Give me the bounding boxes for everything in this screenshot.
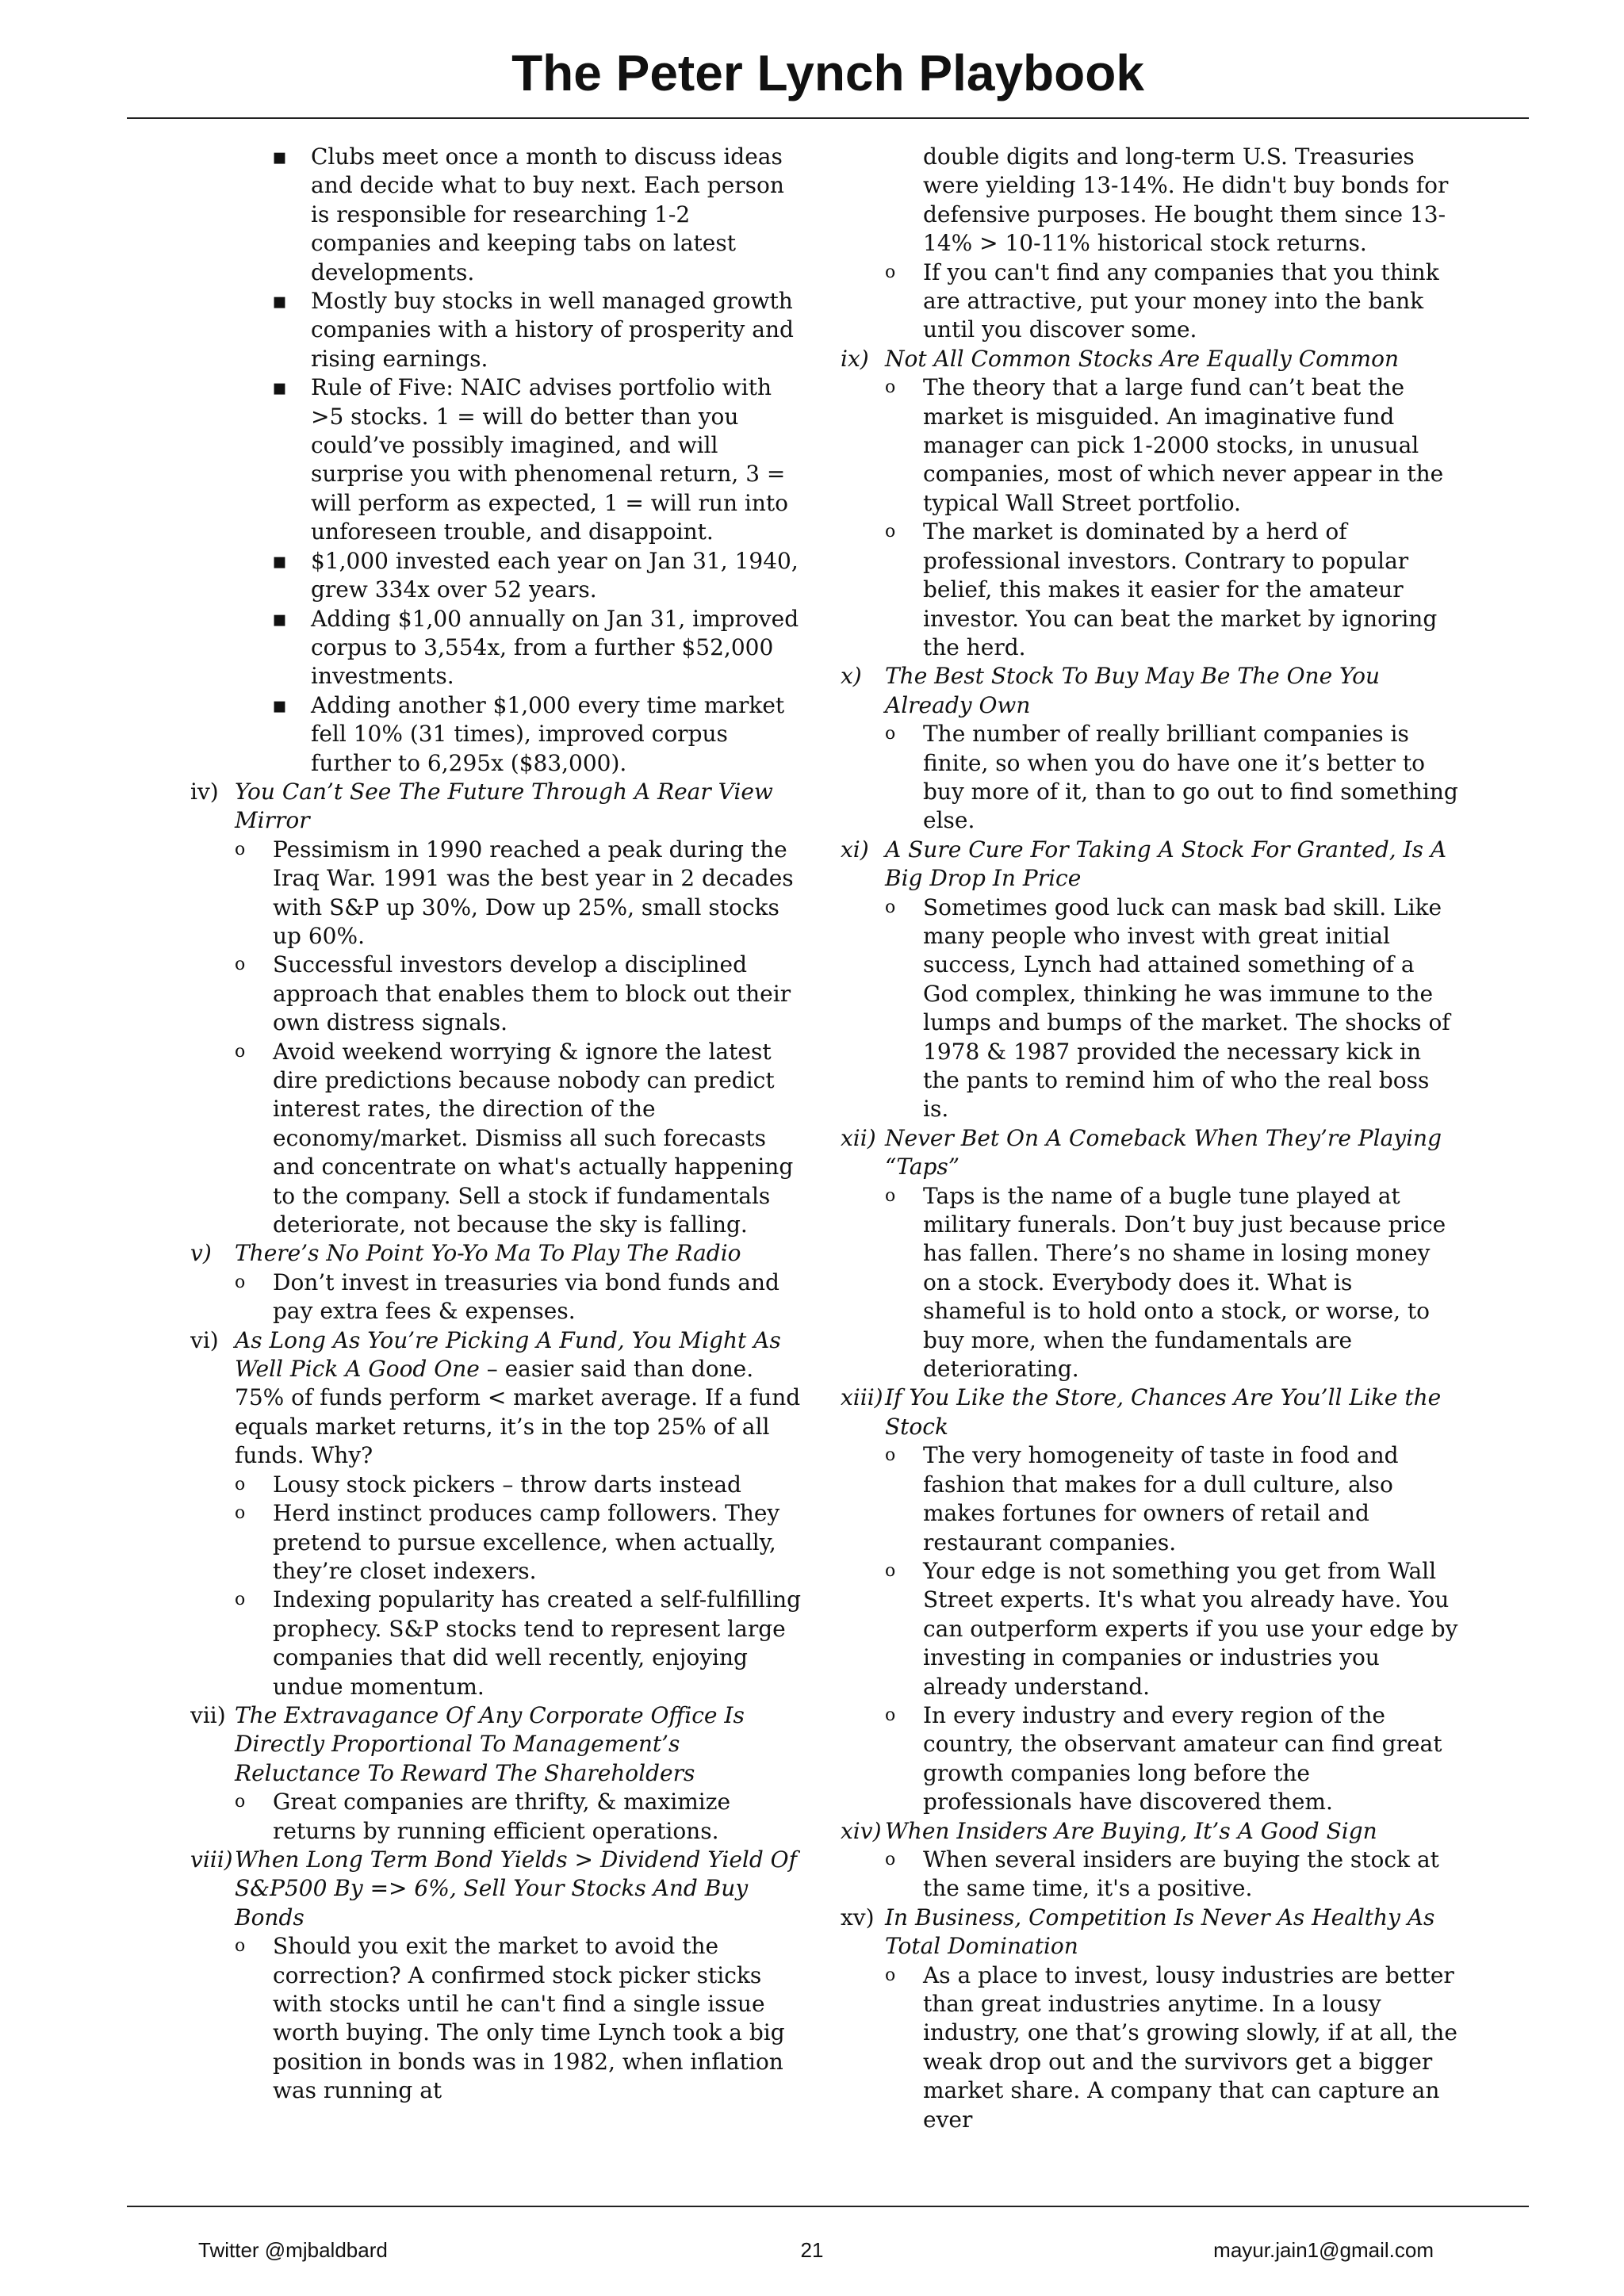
list-item: o The very homogeneity of taste in food and fashion that makes for a dull culture, also makes fortunes for owners of retail and restaurant companies.: [841, 1441, 1459, 1557]
circle-bullet-icon: [885, 518, 895, 546]
circle-bullet-icon: [235, 951, 245, 979]
circle-bullet-icon: [885, 894, 895, 922]
section-heading-xiv: xiv) When Insiders Are Buying, It’s A Good Sign: [841, 1817, 1377, 1844]
section-heading-xv: xv) In Business, Competition Is Never As Healthy As Total Domination: [841, 1904, 1435, 1960]
circle-bullet-icon: [885, 1961, 895, 1990]
footer-page-number: 21: [800, 2238, 824, 2262]
list-item: o Pessimism in 1990 reached a peak during the Iraq War. 1991 was the best year in 2 decades with S&P up 30%, Dow up 25%, small stocks up 60%.: [190, 836, 809, 951]
bullet-mostly: ▪ Mostly buy stocks in well managed growth companies with a history of prosperity and rising earnings.: [190, 287, 809, 373]
list-item: o As a place to invest, lousy industries are better than great industries anytime. In a lousy industry, one that’s growing slowly, if at all, the weak drop out and the survivors get a bigger market share. A company that can capture an ever: [841, 1961, 1459, 2134]
square-bullet-icon: [272, 547, 287, 576]
circle-bullet-icon: [235, 1788, 245, 1816]
circle-bullet-icon: [235, 836, 245, 864]
header-divider: [127, 117, 1529, 119]
circle-bullet-icon: [885, 1557, 895, 1586]
square-bullet-icon: [272, 373, 287, 402]
bullet-1000-invested: ▪ $1,000 invested each year on Jan 31, 1940, grew 334x over 52 years.: [190, 547, 809, 605]
section-heading-ix: ix) Not All Common Stocks Are Equally Common: [841, 345, 1399, 372]
circle-bullet-icon: [235, 1586, 245, 1614]
list-item: o Sometimes good luck can mask bad skill. Like many people who invest with great initial success, Lynch had attained something of a God complex, thinking he was immune to the lumps and bumps of the market. The shocks of 1978 & 1987 provided the necessary kick in the pants to remind him of who the real boss is.: [841, 894, 1459, 1124]
bullet-adding-another: ▪ Adding another $1,000 every time market fell 10% (31 times), improved corpus further to 6,295x ($83,000).: [190, 691, 809, 778]
list-item: o In every industry and every region of the country, the observant amateur can find great growth companies long before the professionals have discovered them.: [841, 1701, 1459, 1817]
list-item: o Lousy stock pickers – throw darts instead: [190, 1471, 809, 1499]
list-item: o The market is dominated by a herd of professional investors. Contrary to popular belief, this makes it easier for the amateur investor. You can beat the market by ignoring the herd.: [841, 518, 1459, 662]
list-item-continued: double digits and long-term U.S. Treasuries were yielding 13-14%. He didn't buy bonds for defensive purposes. He bought them since 13-14% > 10-11% historical stock returns.: [923, 144, 1449, 257]
list-item: o Herd instinct produces camp followers. They pretend to pursue excellence, when actually, they’re closet indexers.: [190, 1499, 809, 1586]
circle-bullet-icon: [235, 1499, 245, 1528]
circle-bullet-icon: [885, 1701, 895, 1730]
square-bullet-icon: [272, 691, 287, 720]
list-item: o The number of really brilliant companies is finite, so when you do have one it’s better to buy more of it, than to go out to find something else.: [841, 720, 1459, 836]
section-heading-vi: vi) As Long As You’re Picking A Fund, You Might As Well Pick A Good One – easier said than done. 75% of funds perform < market average. If a fund equals market returns, it’s in the top 25% of all funds. Why?: [190, 1326, 801, 1469]
circle-bullet-icon: [235, 1932, 245, 1961]
circle-bullet-icon: [235, 1269, 245, 1297]
circle-bullet-icon: [235, 1471, 245, 1499]
list-item: o Avoid weekend worrying & ignore the latest dire predictions because nobody can predict interest rates, the direction of the economy/market. Dismiss all such forecasts and concentrate on what's actually happening to the company. Sell a stock if fundamentals deteriorate, not because the sky is falling.: [190, 1038, 809, 1240]
page-title: The Peter Lynch Playbook: [511, 44, 1144, 101]
footer-twitter: Twitter @mjbaldbard: [198, 2238, 388, 2262]
square-bullet-icon: [272, 287, 287, 316]
bullet-clubs: ▪ Clubs meet once a month to discuss ideas and decide what to buy next. Each person is responsible for researching 1-2 companies and keeping tabs on latest developments.: [190, 143, 809, 287]
bullet-adding-annually: ▪ Adding $1,00 annually on Jan 31, improved corpus to 3,554x, from a further $52,000 investments.: [190, 605, 809, 691]
section-heading-v: v) There’s No Point Yo-Yo Ma To Play The Radio: [190, 1240, 741, 1267]
section-heading-xiii: xiii) If You Like the Store, Chances Are You’ll Like the Stock: [841, 1384, 1442, 1440]
section-heading-viii: viii) When Long Term Bond Yields > Dividend Yield Of S&P500 By => 6%, Sell Your Stocks And Buy Bonds: [190, 1846, 797, 1931]
circle-bullet-icon: [885, 373, 895, 402]
list-item: o Your edge is not something you get from Wall Street experts. It's what you already have. You can outperform experts if you use your edge by investing in companies or industries you already understand.: [841, 1557, 1459, 1701]
list-item: o Great companies are thrifty, & maximize returns by running efficient operations.: [190, 1788, 809, 1846]
circle-bullet-icon: [885, 1182, 895, 1211]
list-item: o Successful investors develop a disciplined approach that enables them to block out their own distress signals.: [190, 951, 809, 1037]
section-heading-vii: vii) The Extravagance Of Any Corporate Office Is Directly Proportional To Management’s Reluctance To Reward The Shareholders: [190, 1701, 745, 1786]
section-heading-xi: xi) A Sure Cure For Taking A Stock For Granted, Is A Big Drop In Price: [841, 836, 1447, 892]
circle-bullet-icon: [885, 1441, 895, 1470]
square-bullet-icon: [272, 143, 287, 171]
circle-bullet-icon: [235, 1038, 245, 1066]
footer-divider: [127, 2206, 1529, 2207]
list-item: o Should you exit the market to avoid the correction? A confirmed stock picker sticks with stocks until he can't find a single issue worth buying. The only time Lynch took a big position in bonds was in 1982, when inflation was running at: [190, 1932, 809, 2105]
list-item: o If you can't find any companies that you think are attractive, put your money into the bank until you discover some.: [841, 258, 1459, 345]
left-column: [190, 143, 809, 2156]
list-item: o When several insiders are buying the stock at the same time, it's a positive.: [841, 1846, 1459, 1904]
list-item: o Taps is the name of a bugle tune played at military funerals. Don’t buy just because price has fallen. There’s no shame in losing money on a stock. Everybody does it. What is shameful is to hold onto a stock, or worse, to buy more, when the fundamentals are deteriorating.: [841, 1182, 1459, 1384]
list-item: o The theory that a large fund can’t beat the market is misguided. An imaginative fund manager can pick 1-2000 stocks, in unusual companies, most of which never appear in the typical Wall Street portfolio.: [841, 373, 1459, 518]
circle-bullet-icon: [885, 258, 895, 287]
section-heading-x: x) The Best Stock To Buy May Be The One You Already Own: [841, 663, 1380, 718]
circle-bullet-icon: [885, 720, 895, 748]
circle-bullet-icon: [885, 1846, 895, 1874]
footer-email: mayur.jain1@gmail.com: [1213, 2238, 1434, 2262]
list-item: o Indexing popularity has created a self-fulfilling prophecy. S&P stocks tend to represent large companies that did well recently, enjoying undue momentum.: [190, 1586, 809, 1701]
square-bullet-icon: [272, 605, 287, 633]
section-heading-iv: iv) You Can’t See The Future Through A Rear View Mirror: [190, 778, 773, 834]
right-column: [841, 143, 1459, 2156]
list-item: o Don’t invest in treasuries via bond funds and pay extra fees & expenses.: [190, 1269, 809, 1326]
section-heading-xii: xii) Never Bet On A Comeback When They’re Playing “Taps”: [841, 1124, 1442, 1181]
bullet-rule-of-five: ▪ Rule of Five: NAIC advises portfolio with >5 stocks. 1 = will do better than you could’ve possibly imagined, and will surprise you with phenomenal return, 3 = will perform as expected, 1 = will run into unforeseen trouble, and disappoint.: [190, 373, 809, 546]
